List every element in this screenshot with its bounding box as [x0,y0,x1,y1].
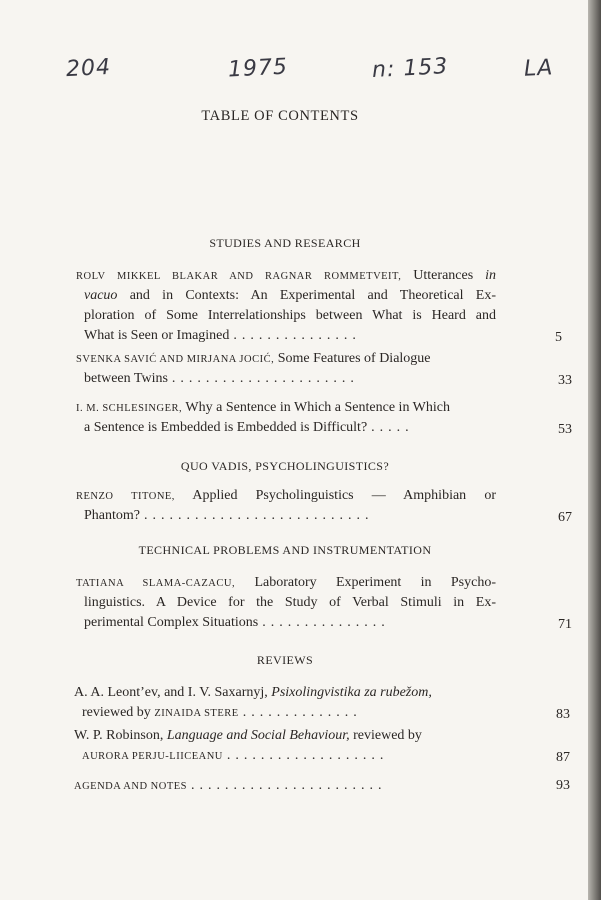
section-heading: REVIEWS [256,653,314,667]
dot-leader: ................... [226,748,389,763]
entry-title-italic: Language and Social Behaviour, [166,728,350,743]
entry-title: Phantom? [84,508,140,523]
dot-leader: ........................... [144,508,374,523]
toc-entry [76,266,562,346]
entry-title: reviewed by [82,705,151,720]
entry-page-number: 53 [558,422,572,437]
dot-leader: ............... [233,328,361,343]
toc-entry [74,726,570,766]
entry-authors: RENZO TITONE, [76,491,175,502]
dot-leader: ...................... [171,371,359,386]
toc-entry [74,683,570,723]
entry-title: Why a Sentence in Which a Sentence in Which [185,400,451,415]
toc-entry [76,349,572,389]
handwritten-note: 1975 [227,54,289,83]
entry-page-number: 67 [558,510,572,525]
entry-reviewer: ZINAIDA STERE [154,708,239,719]
handwritten-note: n: 153 [371,54,449,83]
toc-entry [74,776,570,796]
entry-title: Utterances [413,268,474,283]
page-edge [588,0,601,900]
entry-title-italic: vacuo [84,288,118,303]
entry-title-italic: Psixolingvistika za rubežom, [271,685,432,700]
handwritten-note: LA [523,55,554,82]
entry-page-number: 71 [558,617,572,632]
entry-page-number: 87 [556,750,570,765]
entry-page-number: 33 [558,373,572,388]
entry-title: and in Contexts: An Experimental and Theoretical Ex- [129,288,496,303]
entry-authors: ROLV MIKKEL BLAKAR AND RAGNAR ROMMETVEIT, [76,271,402,282]
toc-entry [76,398,572,438]
entry-page-number: 93 [556,778,570,793]
entry-title: linguistics. A Device for the Study of Verbal Stimuli in Ex- [84,595,496,610]
entry-page-number: 5 [555,330,562,345]
dot-leader: ..... [371,420,414,435]
dot-leader: .............. [242,705,362,720]
entry-authors: SVENKA SAVIĆ AND MIRJANA JOCIĆ, [76,354,275,365]
entry-reviewer: AURORA PERJU-LIICEANU [82,751,223,762]
entry-title: Laboratory Experiment in Psycho- [254,575,496,590]
entry-title: Applied Psycholinguistics — Amphibian or [192,488,496,503]
entry-title: ploration of Some Interrelationships between What is Heard and [84,308,496,323]
dot-leader: ............... [262,615,390,630]
section-heading: TECHNICAL PROBLEMS AND INSTRUMENTATION [138,543,432,557]
page-title: TABLE OF CONTENTS [201,108,359,124]
dot-leader: ....................... [191,778,387,793]
section-heading: STUDIES AND RESEARCH [209,236,361,250]
entry-title: between Twins [84,371,168,386]
entry-authors: W. P. Robinson, [74,728,164,743]
entry-authors: TATIANA SLAMA-CAZACU, [76,578,236,589]
entry-title: a Sentence is Embedded is Embedded is Difficult? [84,420,368,435]
entry-authors: AGENDA AND NOTES [74,781,187,792]
entry-authors: I. M. SCHLESINGER, [76,403,183,414]
section-heading: QUO VADIS, PSYCHOLINGUISTICS? [180,459,390,473]
entry-title: Some Features of Dialogue [277,351,431,366]
entry-title: reviewed by [353,728,422,743]
toc-entry [76,573,572,633]
toc-entry [76,486,572,526]
entry-title-italic: in [485,268,497,283]
entry-title: What is Seen or Imagined [84,328,230,343]
entry-authors: A. A. Leont’ev, and I. V. Saxarnyj, [74,685,268,700]
entry-title: perimental Complex Situations [84,615,259,630]
entry-page-number: 83 [556,707,570,722]
handwritten-note: 204 [65,54,112,83]
